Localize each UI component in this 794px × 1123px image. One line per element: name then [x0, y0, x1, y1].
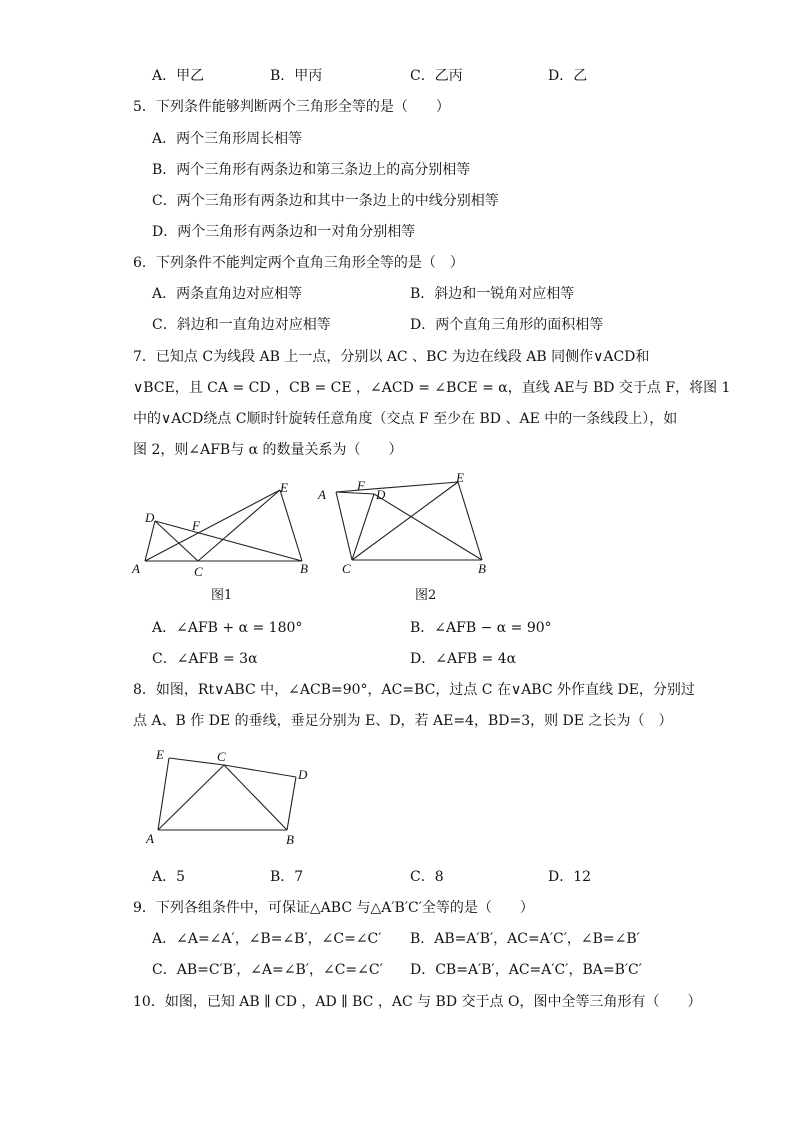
q6-option-d: D．两个直角三角形的面积相等: [410, 317, 604, 333]
q8-stem-line1: 8．如图，Rt∨ABC 中，∠ACB=90°，AC=BC，过点 C 在∨ABC 外作直线 DE，分别过: [133, 682, 695, 698]
fig1-label-f: F: [192, 518, 200, 533]
q6-stem: 6．下列条件不能判定两个直角三角形全等的是（ ）: [133, 255, 464, 271]
q8-segment-ae: [158, 758, 169, 830]
q8-label-b: B: [286, 832, 294, 847]
q5-option-d: D．两个三角形有两条边和一对角分别相等: [152, 224, 416, 240]
fig2-segment-cd: [352, 494, 374, 560]
fig2-label-c: C: [342, 561, 351, 576]
fig1-label-c: C: [194, 564, 203, 579]
q5-option-a: A．两个三角形周长相等: [152, 131, 303, 147]
q9-option-d: D．CB=A′B′，AC=A′C′，BA=B′C′: [410, 962, 642, 978]
q4-option-c: C．乙丙: [410, 68, 463, 84]
q4-option-b: B．甲丙: [270, 68, 323, 84]
fig1-segment-ad: [145, 521, 155, 561]
q8-option-c: C．8: [410, 869, 444, 885]
q7-figure-2: [314, 470, 494, 576]
fig1-label-b: B: [300, 561, 308, 576]
fig1-segment-ae: [145, 490, 280, 561]
fig1-label-d: D: [145, 510, 155, 525]
fig2-label-d: D: [376, 487, 386, 502]
fig1-segment-eb: [280, 490, 302, 561]
q9-option-c: C．AB=C′B′，∠A=∠B′，∠C=∠C′: [152, 962, 383, 978]
q4-option-d: D．乙: [548, 68, 588, 84]
q7-figure-1-caption: 图1: [211, 588, 233, 603]
q7-option-d: D．∠AFB = 4α: [410, 651, 517, 667]
q8-label-d: D: [298, 767, 308, 782]
q8-label-a: A: [146, 831, 154, 846]
q8-option-a: A．5: [152, 869, 186, 885]
fig2-label-e: E: [456, 470, 464, 485]
q4-option-a: A．甲乙: [152, 68, 205, 84]
fig2-label-a: A: [318, 487, 326, 502]
q7-figure-2-caption: 图2: [415, 588, 437, 603]
q5-stem: 5．下列条件能够判断两个三角形全等的是（ ）: [133, 99, 450, 115]
fig2-segment-eb: [458, 482, 482, 560]
q7-stem-line2: ∨BCE，且 CA = CD ，CB = CE ，∠ACD = ∠BCE = α，直线 AE与 BD 交于点 F，将图 1: [133, 380, 731, 396]
q8-option-d: D．12: [548, 869, 592, 885]
q8-label-c: C: [217, 749, 226, 764]
fig2-segment-ad: [336, 492, 374, 494]
q6-option-c: C．斜边和一直角边对应相等: [152, 317, 331, 333]
fig2-segment-ae: [336, 482, 458, 492]
q9-option-b: B．AB=A′B′，AC=A′C′，∠B=∠B′: [410, 931, 640, 947]
q8-stem-line2: 点 A、B 作 DE 的垂线，垂足分别为 E、D，若 AE=4，BD=3，则 DE 之长为（ ）: [133, 713, 673, 729]
q7-stem-line4: 图 2，则∠AFB与 α 的数量关系为（ ）: [133, 442, 403, 458]
q7-figure-1: [130, 480, 320, 580]
fig1-segment-ce: [198, 490, 280, 561]
q7-stem-line3: 中的∨ACD绕点 C顺时针旋转任意角度（交点 F 至少在 BD 、AE 中的一条线段上），如: [133, 411, 678, 427]
fig2-label-b: B: [478, 561, 486, 576]
q6-option-a: A．两条直角边对应相等: [152, 286, 303, 302]
q5-option-b: B．两个三角形有两条边和第三条边上的高分别相等: [152, 162, 471, 178]
q5-option-c: C．两个三角形有两条边和其中一条边上的中线分别相等: [152, 193, 499, 209]
fig2-segment-ca: [336, 492, 352, 560]
fig1-label-e: E: [280, 480, 288, 495]
q7-stem-line1: 7．已知点 C为线段 AB 上一点，分别以 AC 、BC 为边在线段 AB 同侧作∨ACD和: [133, 349, 650, 365]
q8-option-b: B．7: [270, 869, 304, 885]
q6-option-b: B．斜边和一锐角对应相等: [410, 286, 575, 302]
q7-option-a: A．∠AFB + α = 180°: [152, 620, 303, 636]
q8-segment-ac: [158, 765, 224, 830]
q9-stem: 9．下列各组条件中，可保证△ABC 与△A′B′C′全等的是（ ）: [133, 900, 534, 916]
q7-option-b: B．∠AFB − α = 90°: [410, 620, 552, 636]
q8-segment-cb: [224, 765, 287, 830]
q7-option-c: C．∠AFB = 3α: [152, 651, 258, 667]
q8-figure: [144, 747, 314, 847]
fig2-label-f: F: [357, 478, 365, 493]
q10-stem: 10．如图，已知 AB ∥ CD ，AD ∥ BC ，AC 与 BD 交于点 O，图中全等三角形有（ ）: [133, 994, 702, 1010]
q9-option-a: A．∠A=∠A′，∠B=∠B′，∠C=∠C′: [152, 931, 382, 947]
fig1-label-a: A: [132, 561, 140, 576]
q8-label-e: E: [156, 747, 164, 762]
q8-segment-bd: [287, 777, 296, 830]
